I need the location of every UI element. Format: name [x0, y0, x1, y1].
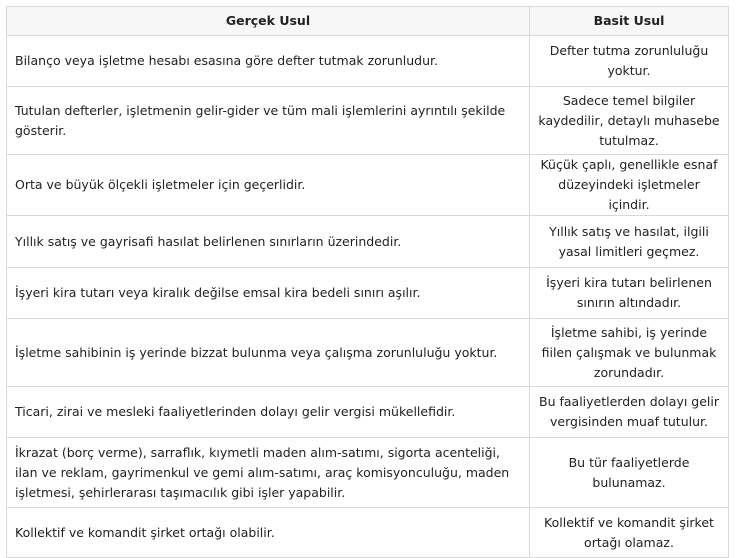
- basit-usul-cell: Sadece temel bilgiler kaydedilir, detaylı muhasebe tutulmaz.: [530, 87, 729, 155]
- basit-usul-cell: Kollektif ve komandit şirket ortağı olamaz.: [530, 508, 729, 558]
- header-basit-usul: Basit Usul: [530, 7, 729, 36]
- gercek-usul-cell: Ticari, zirai ve mesleki faaliyetlerinden dolayı gelir vergisi mükellefidir.: [7, 387, 530, 438]
- table-row: [7, 216, 729, 268]
- table-header-row: [7, 7, 729, 36]
- basit-usul-cell: Bu faaliyetlerden dolayı gelir vergisinden muaf tutulur.: [530, 387, 729, 438]
- comparison-table: [6, 6, 729, 558]
- gercek-usul-cell: Orta ve büyük ölçekli işletmeler için geçerlidir.: [7, 155, 530, 216]
- basit-usul-cell: Bu tür faaliyetlerde bulunamaz.: [530, 438, 729, 508]
- table-row: [7, 155, 729, 216]
- gercek-usul-cell: Bilanço veya işletme hesabı esasına göre defter tutmak zorunludur.: [7, 36, 530, 87]
- table-row: [7, 387, 729, 438]
- table-row: [7, 508, 729, 558]
- gercek-usul-cell: Yıllık satış ve gayrisafi hasılat belirlenen sınırların üzerindedir.: [7, 216, 530, 268]
- gercek-usul-cell: İşletme sahibinin iş yerinde bizzat bulunma veya çalışma zorunluluğu yoktur.: [7, 319, 530, 387]
- basit-usul-cell: İşyeri kira tutarı belirlenen sınırın altındadır.: [530, 268, 729, 319]
- basit-usul-cell: İşletme sahibi, iş yerinde fiilen çalışmak ve bulunmak zorundadır.: [530, 319, 729, 387]
- gercek-usul-cell: Kollektif ve komandit şirket ortağı olabilir.: [7, 508, 530, 558]
- table-row: [7, 87, 729, 155]
- basit-usul-cell: Yıllık satış ve hasılat, ilgili yasal limitleri geçmez.: [530, 216, 729, 268]
- gercek-usul-cell: Tutulan defterler, işletmenin gelir-gider ve tüm mali işlemlerini ayrıntılı şekilde gösterir.: [7, 87, 530, 155]
- gercek-usul-cell: İşyeri kira tutarı veya kiralık değilse emsal kira bedeli sınırı aşılır.: [7, 268, 530, 319]
- gercek-usul-cell: İkrazat (borç verme), sarraflık, kıymetli maden alım-satımı, sigorta acenteliği, ilan ve reklam, gayrimenkul ve gemi alım-satımı, araç komisyonculuğu, maden işletmesi, şehirlerarası taşımacılık gibi işler yapabilir.: [7, 438, 530, 508]
- comparison-table-container: [6, 6, 729, 558]
- header-gercek-usul: Gerçek Usul: [7, 7, 530, 36]
- table-row: [7, 319, 729, 387]
- table-row: [7, 438, 729, 508]
- basit-usul-cell: Küçük çaplı, genellikle esnaf düzeyindeki işletmeler içindir.: [530, 155, 729, 216]
- table-row: [7, 268, 729, 319]
- basit-usul-cell: Defter tutma zorunluluğu yoktur.: [530, 36, 729, 87]
- table-row: [7, 36, 729, 87]
